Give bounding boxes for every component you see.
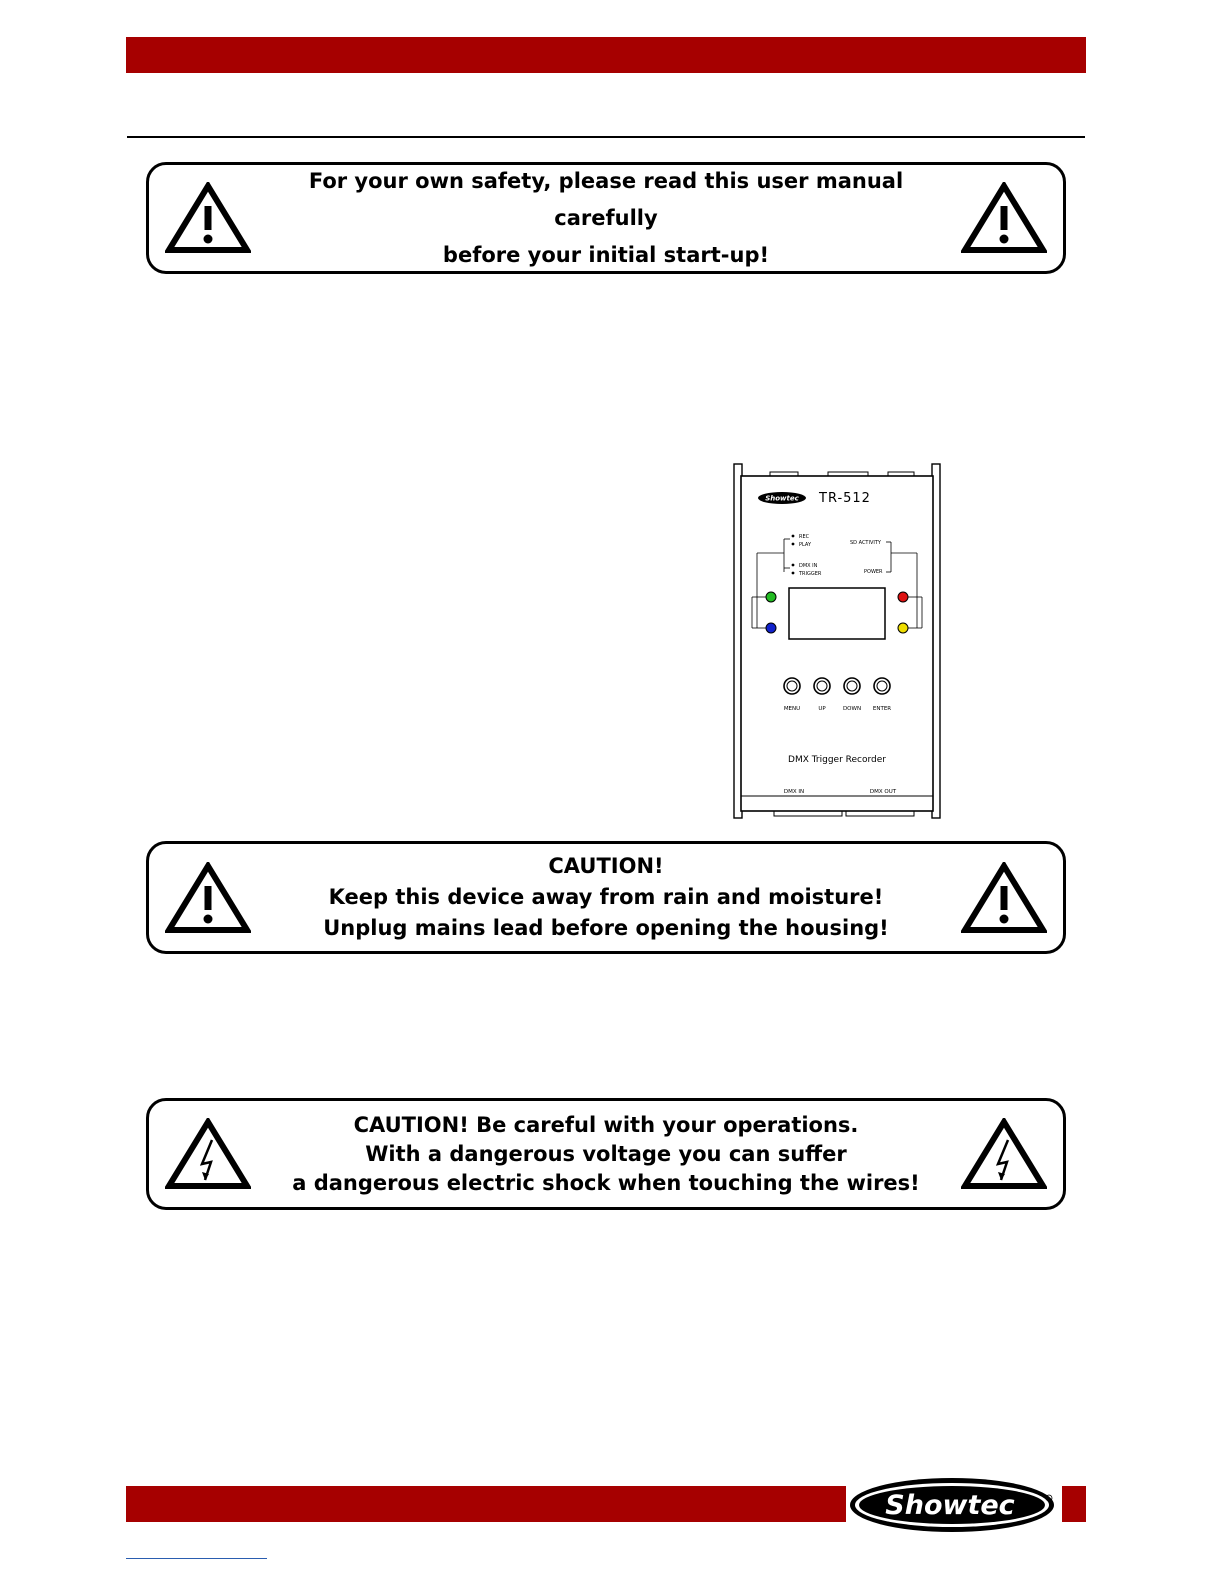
led-label-trigger: TRIGGER [799,571,822,577]
logo-text: Showtec [885,1490,1015,1521]
device-name-label: DMX Trigger Recorder [788,755,886,765]
menu-button-illustration [784,678,800,694]
port-label-dmx-out: DMX OUT [869,789,897,795]
down-button-illustration [844,678,860,694]
exclamation-warning-icon [165,182,251,254]
exclamation-warning-icon [165,862,251,934]
button-label-menu: MENU [783,706,801,712]
showtec-logo [846,1474,1062,1536]
led-label-sd-activity: SD ACTIVITY [850,540,881,546]
blue-led [766,623,776,633]
device-brand-text: Showtec [765,494,799,503]
led-label-power: POWER [864,569,883,575]
safety-warning-box [146,162,1066,274]
up-button-illustration [814,678,830,694]
button-label-down: DOWN [842,706,862,712]
voltage-warning-text [259,1101,953,1207]
footer-link-underline [126,1558,267,1559]
header-band [126,37,1086,73]
safety-warning-text [259,165,953,271]
moisture-warning-text [259,844,953,951]
button-label-up: UP [818,706,826,712]
voltage-warning-box [146,1098,1066,1210]
led-label-dmx-in: DMX IN [799,563,818,569]
exclamation-warning-icon [961,862,1047,934]
port-label-dmx-in: DMX IN [783,789,805,795]
enter-button-illustration [874,678,890,694]
warning-line: a dangerous electric shock when touching the wires! [292,1170,920,1195]
header-rule [127,136,1085,138]
warning-line: With a dangerous voltage you can suffer [365,1141,847,1166]
warning-line: For your own safety, please read this user manual carefully [308,168,904,230]
warning-line: CAUTION! Be careful with your operations. [353,1112,859,1137]
button-label-enter: ENTER [872,706,892,712]
yellow-led [898,623,908,633]
device-front-illustration [730,462,945,822]
warning-line: CAUTION! [548,854,664,878]
high-voltage-warning-icon [165,1118,251,1190]
warning-line: Keep this device away from rain and moisture! [328,885,884,909]
red-led [898,592,908,602]
warning-line: before your initial start-up! [442,242,770,267]
led-label-rec: REC [799,534,810,540]
green-led [766,592,776,602]
moisture-warning-box [146,841,1066,954]
lcd-display [789,588,885,639]
device-model: TR-512 [819,491,871,506]
warning-line: Unplug mains lead before opening the housing! [323,916,889,940]
exclamation-warning-icon [961,182,1047,254]
high-voltage-warning-icon [961,1118,1047,1190]
led-label-play: PLAY [799,542,812,548]
